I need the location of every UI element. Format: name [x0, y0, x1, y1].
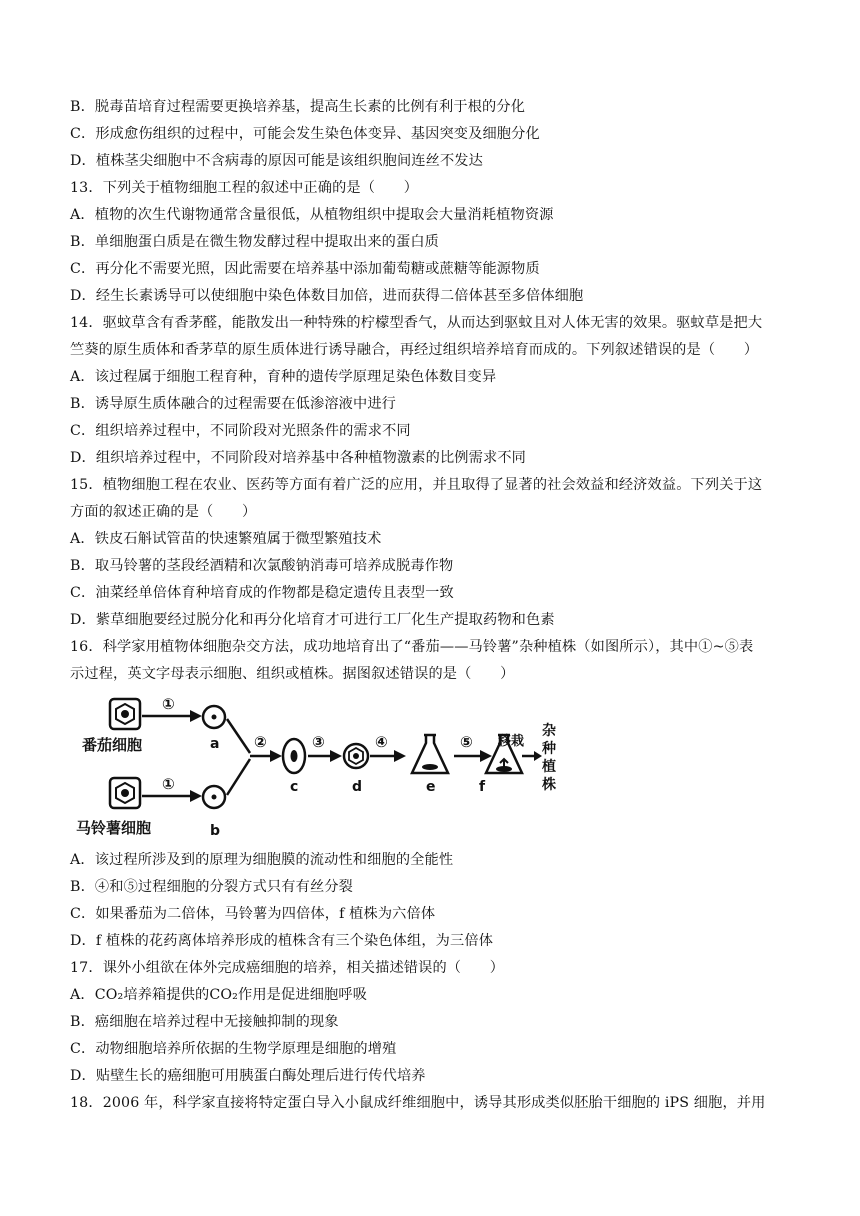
arrow-head-step1-top	[190, 710, 202, 722]
label-a: a	[210, 736, 220, 752]
step4-label: ④	[375, 733, 388, 751]
option-17-b: B．癌细胞在培养过程中无接触抑制的现象	[70, 1014, 339, 1030]
hybrid-plant-diagram	[72, 693, 572, 843]
merge-line-bottom	[227, 759, 250, 795]
arrow-head-step2	[270, 750, 282, 762]
step1-top-label: ①	[162, 695, 175, 713]
merge-line-top	[227, 719, 250, 753]
question-16-line1: 16．科学家用植物体细胞杂交方法，成功地培育出了“番茄——马铃薯”杂种植株（如图所示），其中①~⑤表	[70, 639, 754, 655]
option-15-b: B．取马铃薯的茎段经酒精和次氯酸钠消毒可培养成脱毒作物	[70, 558, 454, 574]
label-e: e	[426, 779, 436, 795]
question-15-line2: 方面的叙述正确的是（ ）	[70, 504, 257, 520]
potato-cell-icon	[110, 778, 140, 808]
option-14-a: A．该过程属于细胞工程育种，育种的遗传学原理足染色体数目变异	[70, 369, 497, 385]
flask-e-icon	[412, 735, 448, 773]
hybrid-plant-label-4: 株	[542, 777, 556, 793]
label-f: f	[479, 779, 486, 795]
label-d: d	[352, 779, 363, 795]
option-16-d: D．f 植株的花药离体培养形成的植株含有三个染色体组，为三倍体	[70, 933, 494, 949]
hybrid-plant-label-1: 杂	[542, 723, 556, 739]
protoplast-b-nucleus	[212, 795, 217, 800]
option-16-c: C．如果番茄为二倍体，马铃薯为四倍体，f 植株为六倍体	[70, 906, 436, 922]
option-15-d: D．紫草细胞要经过脱分化和再分化培育才可进行工厂化生产提取药物和色素	[70, 612, 555, 628]
arrow-head-transplant	[534, 751, 542, 761]
option-16-b: B．④和⑤过程细胞的分裂方式只有有丝分裂	[70, 879, 353, 895]
option-13-c: C．再分化不需要光照，因此需要在培养基中添加葡萄糖或蔗糖等能源物质	[70, 261, 540, 277]
question-18-line1: 18．2006 年，科学家直接将特定蛋白导入小鼠成纤维细胞中，诱导其形成类似胚胎干细胞的 iPS 细胞，并用	[70, 1095, 766, 1111]
hybrid-cell-d	[344, 744, 368, 768]
step5-label: ⑤	[460, 733, 473, 751]
question-14-line2: 竺葵的原生质体和香茅草的原生质体进行诱导融合，再经过组织培养培育而成的。下列叙述错误的是（ ）	[70, 342, 759, 358]
step1-bottom-label: ①	[162, 775, 175, 793]
option-13-d: D．经生长素诱导可以使细胞中染色体数目加倍，进而获得二倍体甚至多倍体细胞	[70, 288, 584, 304]
arrow-head-step4	[394, 750, 406, 762]
option-15-a: A．铁皮石斛试管苗的快速繁殖属于微型繁殖技术	[70, 531, 382, 547]
option-13-a: A．植物的次生代谢物通常含量很低，从植物组织中提取会大量消耗植物资源	[70, 207, 554, 223]
option-17-a: A．CO₂培养箱提供的CO₂作用是促进细胞呼吸	[70, 987, 368, 1003]
arrow-head-step1-bottom	[190, 790, 202, 802]
arrow-head-step5	[480, 750, 492, 762]
tomato-cell-icon	[110, 699, 140, 729]
question-13: 13．下列关于植物细胞工程的叙述中正确的是（ ）	[70, 180, 419, 196]
label-c: c	[290, 779, 299, 795]
hybrid-plant-label-3: 植	[542, 759, 556, 775]
potato-cell-label: 马铃薯细胞	[76, 819, 152, 837]
option-17-c: C．动物细胞培养所依据的生物学原理是细胞的增殖	[70, 1041, 397, 1057]
option-17-d: D．贴壁生长的癌细胞可用胰蛋白酶处理后进行传代培养	[70, 1068, 426, 1084]
option-12-d: D．植株茎尖细胞中不含病毒的原因可能是该组织胞间连丝不发达	[70, 153, 483, 169]
tomato-cell-label: 番茄细胞	[82, 736, 143, 754]
step2-label: ②	[254, 733, 267, 751]
question-17: 17．课外小组欲在体外完成癌细胞的培养，相关描述错误的（ ）	[70, 960, 505, 976]
option-14-d: D．组织培养过程中，不同阶段对培养基中各种植物激素的比例需求不同	[70, 450, 526, 466]
option-15-c: C．油菜经单倍体育种培育成的作物都是稳定遗传且表型一致	[70, 585, 454, 601]
question-14-line1: 14．驱蚊草含有香茅醛，能散发出一种特殊的柠檬型香气，从而达到驱蚊且对人体无害的效果。驱蚊草是把大	[70, 315, 763, 331]
option-12-b: B．脱毒苗培育过程需要更换培养基，提高生长素的比例有利于根的分化	[70, 99, 526, 115]
question-16-line2: 示过程，英文字母表示细胞、组织或植株。据图叙述错误的是（ ）	[70, 666, 515, 682]
option-13-b: B．单细胞蛋白质是在微生物发酵过程中提取出来的蛋白质	[70, 234, 440, 250]
question-15-line1: 15．植物细胞工程在农业、医药等方面有着广泛的应用，并且取得了显著的社会效益和经济效益。下列关于这	[70, 477, 763, 493]
fused-cell-nucleus	[291, 750, 298, 762]
option-12-c: C．形成愈伤组织的过程中，可能会发生染色体变异、基因突变及细胞分化	[70, 126, 540, 142]
transplant-label: 移栽	[498, 734, 525, 749]
protoplast-a-nucleus	[212, 715, 217, 720]
arrow-head-step3	[330, 750, 342, 762]
option-14-b: B．诱导原生质体融合的过程需要在低渗溶液中进行	[70, 396, 397, 412]
step3-label: ③	[312, 733, 325, 751]
label-b: b	[210, 823, 221, 839]
option-14-c: C．组织培养过程中，不同阶段对光照条件的需求不同	[70, 423, 411, 439]
option-16-a: A．该过程所涉及到的原理为细胞膜的流动性和细胞的全能性	[70, 852, 454, 868]
hybrid-plant-label-2: 种	[542, 741, 556, 757]
